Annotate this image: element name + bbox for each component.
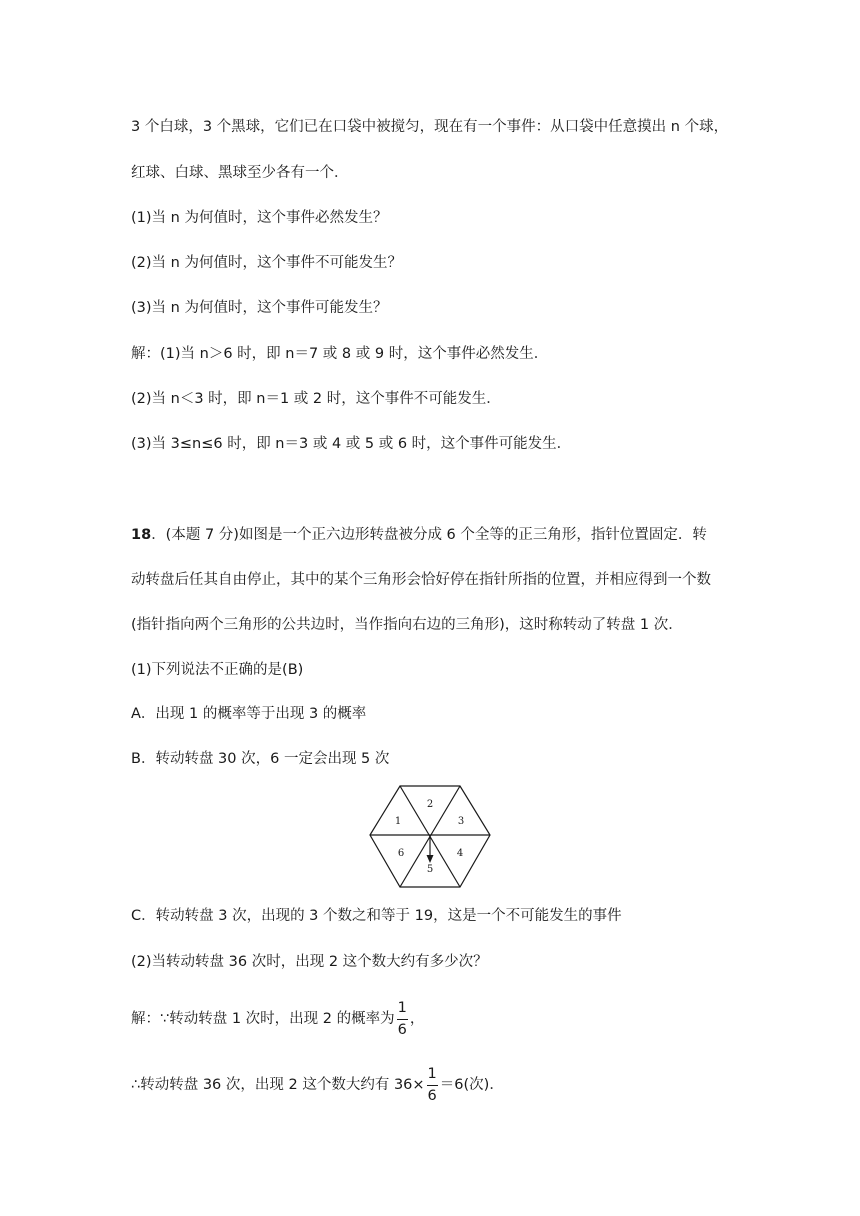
p18-stem-line3: (指针指向两个三角形的公共边时，当作指向右边的三角形)，这时称转动了转盘 1 次． [131,617,683,633]
fraction-numerator: 1 [427,1067,438,1086]
solution-text-2-end: ＝6(次)． [439,1077,504,1093]
solution-text-1-end: ， [409,1011,425,1027]
p17-answer-1: 解：(1)当 n＞6 时，即 n＝7 或 8 或 9 时，这个事件必然发生． [131,346,549,362]
p18-option-c: C．转动转盘 3 次，出现的 3 个数之和等于 19，这是一个不可能发生的事件 [131,908,622,924]
hexagon-spinner-figure [369,784,493,890]
p18-question-2: (2)当转动转盘 36 次时，出现 2 这个数大约有多少次？ [131,954,488,970]
sector-label-4: 4 [456,848,464,859]
p17-intro-line1: 3 个白球，3 个黑球，它们已在口袋中被搅匀，现在有一个事件：从口袋中任意摸出 n 个球， [131,119,729,135]
solution-text-2: ∴转动转盘 36 次，出现 2 这个数大约有 36× [131,1077,425,1093]
sector-label-3: 3 [457,816,465,827]
p17-question-1: (1)当 n 为何值时，这个事件必然发生？ [131,210,388,226]
fraction-denominator: 6 [427,1087,437,1104]
p17-intro-line2: 红球、白球、黑球至少各有一个． [131,165,349,181]
fraction-one-sixth [397,1001,408,1037]
fraction-one-sixth [427,1067,438,1103]
p17-question-3: (3)当 n 为何值时，这个事件可能发生？ [131,300,388,316]
sector-label-5: 5 [426,864,434,875]
solution-text-1: 解：∵转动转盘 1 次时，出现 2 的概率为 [131,1011,395,1027]
p18-solution-line2 [131,1062,504,1108]
fraction-numerator: 1 [397,1001,408,1020]
p18-option-a: A．出现 1 的概率等于出现 3 的概率 [131,706,367,722]
p17-answer-3: (3)当 3≤n≤6 时，即 n＝3 或 4 或 5 或 6 时，这个事件可能发生． [131,436,572,452]
p17-question-2: (2)当 n 为何值时，这个事件不可能发生？ [131,255,402,271]
p18-stem-line2: 动转盘后任其自由停止，其中的某个三角形会恰好停在指针所指的位置，并相应得到一个数 [131,572,711,588]
p18-option-b: B．转动转盘 30 次，6 一定会出现 5 次 [131,751,390,767]
problem-number: 18 [131,527,152,543]
sector-label-1: 1 [394,816,402,827]
p18-question-1: (1)下列说法不正确的是(B) [131,662,304,678]
p18-stem-line1 [131,525,707,545]
sector-label-2: 2 [426,799,434,810]
p18-solution-line1 [131,996,424,1042]
sector-label-6: 6 [397,848,405,859]
fraction-denominator: 6 [397,1021,407,1038]
p17-answer-2: (2)当 n＜3 时，即 n＝1 或 2 时，这个事件不可能发生． [131,391,501,407]
p18-stem-text: ．(本题 7 分)如图是一个正六边形转盘被分成 6 个全等的正三角形，指针位置固定．转 [151,527,707,543]
pointer-arrowhead-icon [427,855,434,863]
